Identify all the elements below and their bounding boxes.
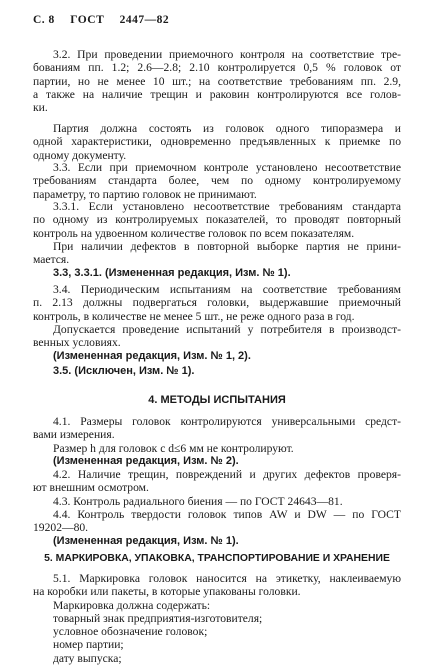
text-line: вами измерения. xyxy=(33,428,115,442)
text-line: одной характеристики, одновременно предъявленных к приемке по xyxy=(33,135,401,149)
text-line: При наличии дефектов в повторной выборке партия не прини- xyxy=(53,239,401,253)
list-item: товарный знак предприятия-изготовителя; xyxy=(53,611,263,625)
text-line: на коробки или пакеты, в которые упакованы головки. xyxy=(33,585,301,599)
text-line: ки. xyxy=(33,101,48,115)
text-line: контроль на удвоенном количестве головок по всем показателям. xyxy=(33,226,355,240)
standard-label: ГОСТ xyxy=(70,14,105,26)
clause-5-1 xyxy=(33,572,401,665)
text-line: 5.1. Маркировка головок наносится на этикетку, наклеиваемую xyxy=(53,572,401,585)
list-item: дату выпуска; xyxy=(53,651,122,665)
text-line: партии, но не менее 10 шт.; на соответствие требованиям пп. 2.9, xyxy=(33,74,401,88)
clause-3-5 xyxy=(33,365,401,378)
standard-number: 2447—82 xyxy=(119,14,170,26)
text-line: одному документу. xyxy=(33,148,127,162)
text-line: по одному из контролируемых показателей, то проводят повторный xyxy=(33,213,401,227)
text-line: 3.4. Периодическим испытаниям на соответствие требованиям xyxy=(53,283,401,296)
clause-3-4 xyxy=(33,283,401,349)
amendment-note: 3.3, 3.3.1. (Измененная редакция, Изм. № 1). xyxy=(53,267,291,279)
clause-4-1 xyxy=(33,415,401,548)
section-5-heading: 5. МАРКИРОВКА, УПАКОВКА, ТРАНСПОРТИРОВАНИЕ И ХРАНЕНИЕ xyxy=(44,553,390,564)
clause-3-2 xyxy=(33,48,401,114)
text-line: Размер h для головок с d≤6 мм не контролируют. xyxy=(53,441,294,455)
page-header xyxy=(33,14,181,27)
section-4-heading: 4. МЕТОДЫ ИСПЫТАНИЯ xyxy=(148,394,286,406)
text-line: параметру, то партию головок не принимают. xyxy=(33,187,257,201)
text-line: 4.1. Размеры головок контролируются универсальными средст- xyxy=(53,415,401,428)
text-line: 4.3. Контроль радиального биения — по ГОСТ 24643—81. xyxy=(53,494,343,508)
amendment-3-3 xyxy=(33,267,401,280)
clause-excluded: 3.5. (Исключен, Изм. № 1). xyxy=(53,365,195,377)
list-item: номер партии; xyxy=(53,638,124,652)
text-line: бованиям пп. 1.2; 2.6—2.8; 2.10 контролируется 0,5 % головок от xyxy=(33,61,401,75)
text-line: 19202—80. xyxy=(33,521,89,535)
text-line: 3.2. При проведении приемочного контроля на соответствие тре- xyxy=(53,48,401,61)
text-line: Партия должна состоять из головок одного типоразмера и xyxy=(53,122,401,135)
clause-3-3 xyxy=(33,161,401,201)
text-line: венных условиях. xyxy=(33,336,121,350)
amendment-3-4 xyxy=(33,350,401,363)
text-line: контроль, в количестве не менее 5 шт., не реже одного раза в год. xyxy=(33,309,355,323)
batch-paragraph xyxy=(33,122,401,162)
text-line: а также на наличие трещин и раковин контролируются все голов- xyxy=(33,87,401,101)
amendment-note: (Измененная редакция, Изм. № 1, 2). xyxy=(53,350,251,362)
amendment-note: (Измененная редакция, Изм. № 2). xyxy=(53,454,239,467)
text-line: Маркировка должна содержать: xyxy=(53,598,211,612)
text-line: мается. xyxy=(33,253,70,267)
text-line: требованиям стандарта более, чем по одному контролируемому xyxy=(33,174,401,188)
text-line: 4.2. Наличие трещин, повреждений и других дефектов проверя- xyxy=(53,468,401,482)
text-line: ют внешним осмотром. xyxy=(33,481,149,495)
text-line: п. 2.13 должны подвергаться головки, выдержавшие приемочный xyxy=(33,296,401,310)
text-line: 3.3. Если при приемочном контроле установлено несоответствие xyxy=(53,161,401,174)
page-number: С. 8 xyxy=(33,14,55,26)
text-line: 4.4. Контроль твердости головок типов AW и DW — по ГОСТ xyxy=(53,508,401,522)
text-line: Допускается проведение испытаний у потребителя в производст- xyxy=(53,322,401,336)
list-item: условное обозначение головок; xyxy=(53,625,208,639)
text-line: 3.3.1. Если установлено несоответствие требованиям стандарта xyxy=(53,200,401,213)
clause-3-3-1 xyxy=(33,200,401,266)
amendment-note: (Измененная редакция, Изм. № 1). xyxy=(53,534,239,547)
